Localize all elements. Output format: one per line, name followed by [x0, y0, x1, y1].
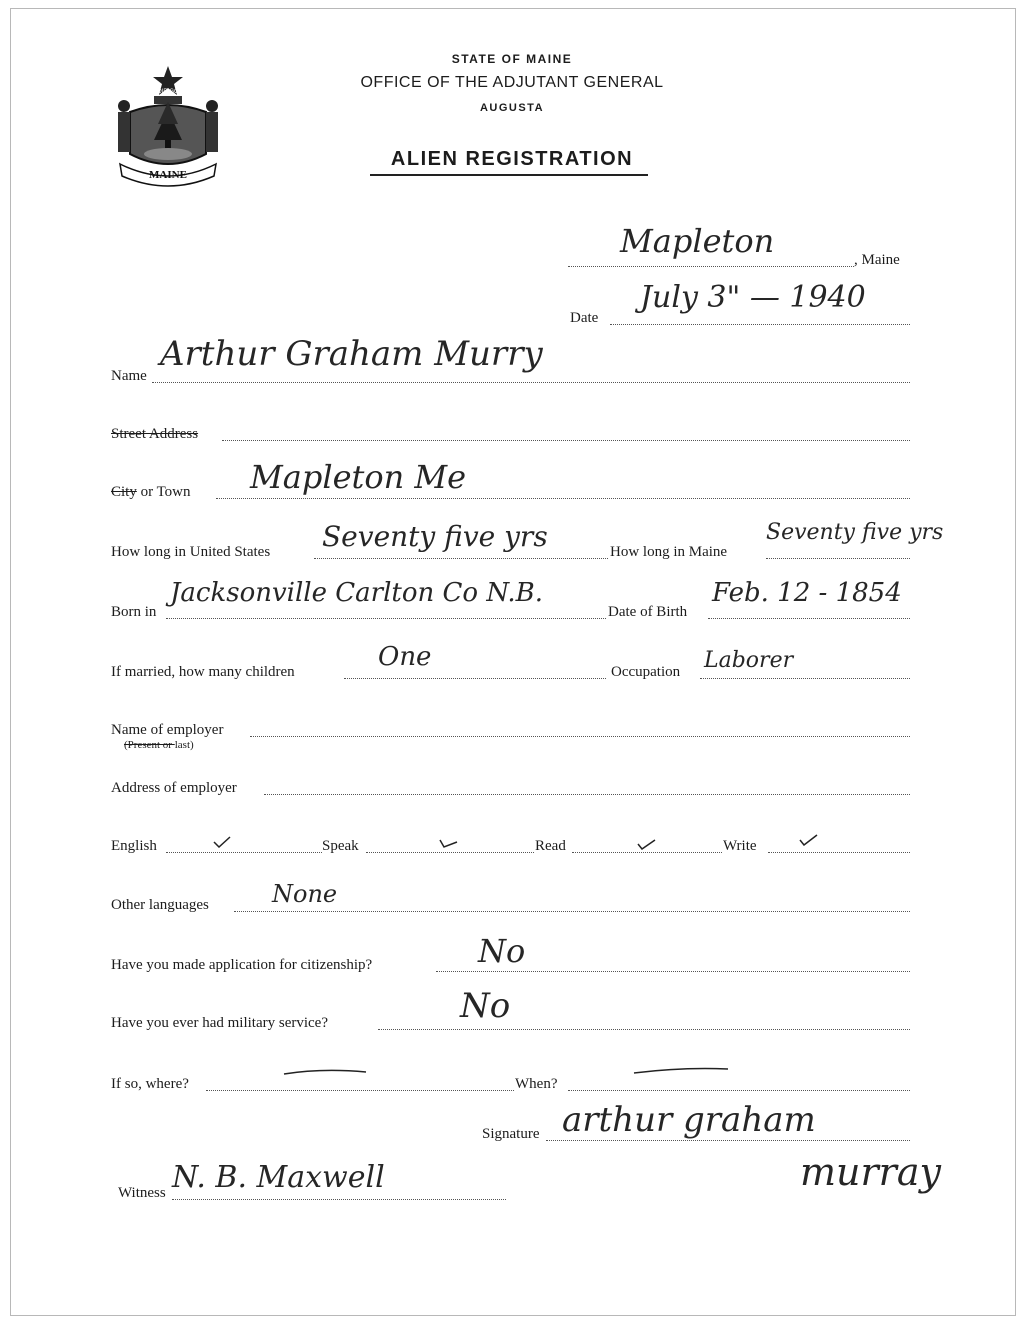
witness-line [172, 1199, 506, 1200]
born-handwritten: Jacksonville Carlton Co N.B. [170, 578, 544, 608]
city-label-struck: City [111, 484, 137, 500]
dob-label: Date of Birth [608, 604, 688, 620]
signature-line [546, 1140, 910, 1141]
read-check-icon [636, 838, 656, 850]
maine-duration-handwritten: Seventy five yrs [766, 520, 944, 545]
name-line [152, 382, 910, 383]
town-line [568, 266, 854, 267]
name-handwritten: Arthur Graham Murry [160, 334, 543, 374]
other-languages-handwritten: None [272, 880, 338, 908]
english-line [166, 852, 322, 853]
citizenship-label: Have you made application for citizenship? [111, 957, 373, 973]
employer-address-label: Address of employer [111, 780, 237, 796]
employer-label: Name of employer [111, 722, 224, 738]
employer-line [250, 736, 910, 737]
seal-banner-text: MAINE [149, 169, 187, 181]
where-dash-mark [282, 1066, 368, 1078]
city-handwritten: Mapleton Me [250, 458, 467, 496]
military-line [378, 1029, 910, 1030]
name-label: Name [111, 368, 147, 384]
speak-line [366, 852, 534, 853]
speak-check-icon [438, 836, 458, 848]
children-label: If married, how many children [111, 664, 295, 680]
english-check-icon [212, 836, 232, 848]
speak-label: Speak [322, 838, 359, 854]
us-duration-handwritten: Seventy five yrs [322, 520, 548, 553]
town-handwritten: Mapleton [620, 222, 775, 260]
born-label: Born in [111, 604, 157, 620]
write-line [768, 852, 910, 853]
children-handwritten: One [378, 642, 432, 672]
where-line [206, 1090, 514, 1091]
us-duration-line [314, 558, 608, 559]
city-heading: AUGUSTA [479, 102, 545, 114]
us-duration-label: How long in United States [111, 544, 271, 560]
office-heading: OFFICE OF THE ADJUTANT GENERAL [360, 74, 664, 91]
street-address-label: Street Address [111, 426, 199, 442]
occupation-line [700, 678, 910, 679]
state-heading: STATE OF MAINE [451, 52, 573, 66]
signature-label: Signature [482, 1126, 540, 1142]
english-label: English [111, 838, 157, 854]
maine-duration-label: How long in Maine [610, 544, 728, 560]
witness-label: Witness [118, 1185, 166, 1201]
dob-handwritten: Feb. 12 - 1854 [712, 578, 902, 608]
employer-sub-struck: (Present or [124, 739, 175, 751]
occupation-handwritten: Laborer [704, 648, 794, 673]
signature-handwritten-line2: murray [800, 1150, 941, 1194]
citizenship-line [436, 971, 910, 972]
read-line [572, 852, 722, 853]
occupation-label: Occupation [611, 664, 681, 680]
other-languages-label: Other languages [111, 897, 209, 913]
employer-address-line [264, 794, 910, 795]
seal-motto-text: DIRIGO [157, 89, 179, 95]
city-line [216, 498, 910, 499]
signature-handwritten-line1: arthur graham [562, 1100, 816, 1140]
witness-handwritten: N. B. Maxwell [172, 1160, 385, 1195]
read-label: Read [535, 838, 566, 854]
when-line [568, 1090, 910, 1091]
children-line [344, 678, 606, 679]
born-line [166, 618, 606, 619]
write-label: Write [723, 838, 757, 854]
when-label: When? [515, 1076, 558, 1092]
citizenship-handwritten: No [478, 932, 526, 970]
dob-line [708, 618, 910, 619]
write-check-icon [798, 834, 818, 846]
title-underline [370, 174, 648, 176]
military-label: Have you ever had military service? [111, 1015, 328, 1031]
date-handwritten: July 3" — 1940 [640, 280, 866, 315]
town-label: or Town [136, 484, 191, 500]
date-label: Date [570, 310, 599, 326]
where-label: If so, where? [111, 1076, 189, 1092]
page-border [10, 8, 1016, 1316]
street-address-line [222, 440, 910, 441]
military-handwritten: No [460, 986, 511, 1026]
maine-duration-line [766, 558, 910, 559]
when-dash-mark [632, 1064, 730, 1076]
employer-sub-label: last) [174, 739, 194, 751]
form-title: ALIEN REGISTRATION [390, 148, 634, 170]
town-suffix-label: , Maine [854, 252, 900, 268]
other-languages-line [234, 911, 910, 912]
date-line [610, 324, 910, 325]
